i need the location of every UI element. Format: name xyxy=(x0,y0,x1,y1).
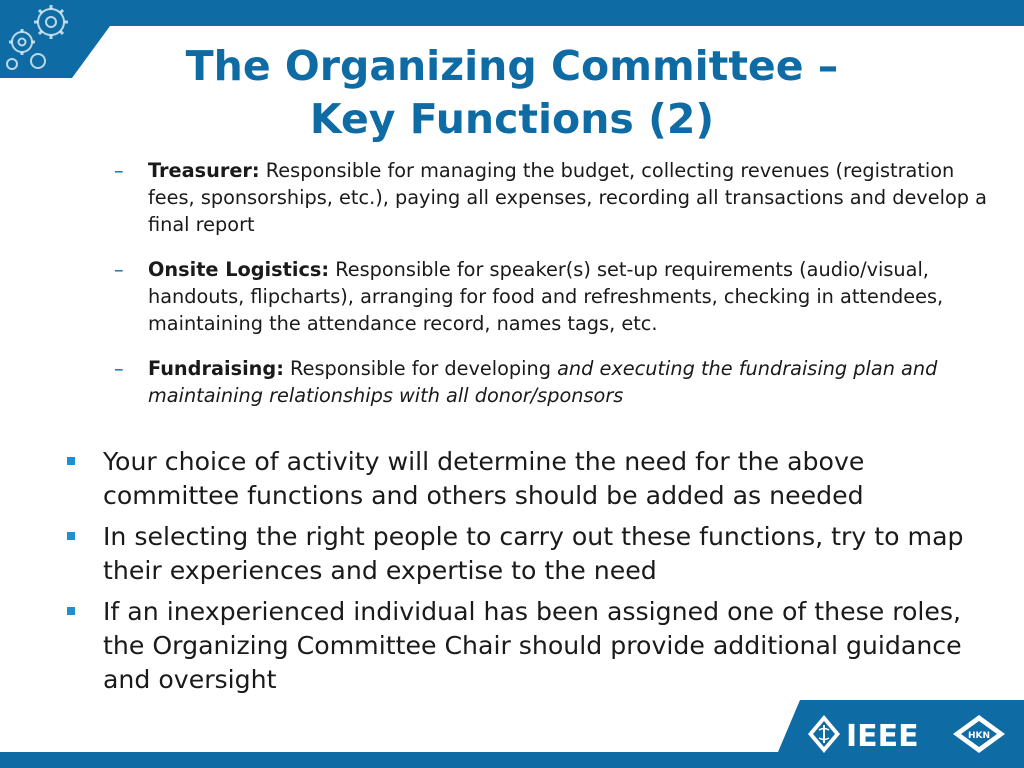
ieee-diamond-logo-icon xyxy=(808,715,840,753)
sub-bullet-italic-text: and executing the fundraising plan and maintaining relationships with all donor/sponsors xyxy=(148,357,938,407)
sub-bullet-text: Responsible for developing xyxy=(283,357,558,380)
main-bullet-list xyxy=(62,445,1002,704)
dash-marker: – xyxy=(114,159,124,182)
square-bullet-icon xyxy=(67,532,75,540)
title-line-2: Key Functions (2) xyxy=(309,95,715,143)
sub-bullet-label: Fundraising: xyxy=(148,357,284,380)
ieee-wordmark: IEEE xyxy=(846,719,919,754)
main-bullet-text: If an inexperienced individual has been assigned one of these roles, the Organizing Committee Chair should provide additional guidance and oversight xyxy=(103,597,962,694)
square-bullet-icon xyxy=(67,457,75,465)
main-bullet-text: In selecting the right people to carry out these functions, try to map their experiences and expertise to the need xyxy=(103,522,964,585)
main-bullet-text: Your choice of activity will determine the need for the above committee functions and others should be added as needed xyxy=(103,447,865,510)
dash-marker: – xyxy=(114,258,124,281)
slide-title xyxy=(0,40,1024,146)
hkn-badge-text: HKN xyxy=(967,731,991,741)
sub-bullet-onsite-logistics xyxy=(110,256,990,337)
dash-marker: – xyxy=(114,357,124,380)
sub-bullet-label: Onsite Logistics: xyxy=(148,258,330,281)
title-line-1: The Organizing Committee – xyxy=(185,42,839,90)
sub-bullet-treasurer xyxy=(110,157,990,238)
sub-bullet-label: Treasurer: xyxy=(148,159,260,182)
main-bullet xyxy=(62,595,1002,697)
sub-bullet-list xyxy=(110,157,990,427)
sub-bullet-text: Responsible for speaker(s) set-up requirements (audio/visual, handouts, flipcharts), arranging for food and refreshments, checking in attendees, maintaining the attendance record, names tags, etc. xyxy=(148,258,944,335)
square-bullet-icon xyxy=(67,607,75,615)
sub-bullet-text: Responsible for managing the budget, collecting revenues (registration fees, sponsorships, etc.), paying all expenses, recording all transactions and develop a final report xyxy=(148,159,987,236)
main-bullet xyxy=(62,445,1002,513)
sub-bullet-fundraising xyxy=(110,355,990,409)
hkn-badge-icon xyxy=(951,713,1007,755)
ieee-logo xyxy=(806,712,936,756)
main-bullet xyxy=(62,520,1002,588)
